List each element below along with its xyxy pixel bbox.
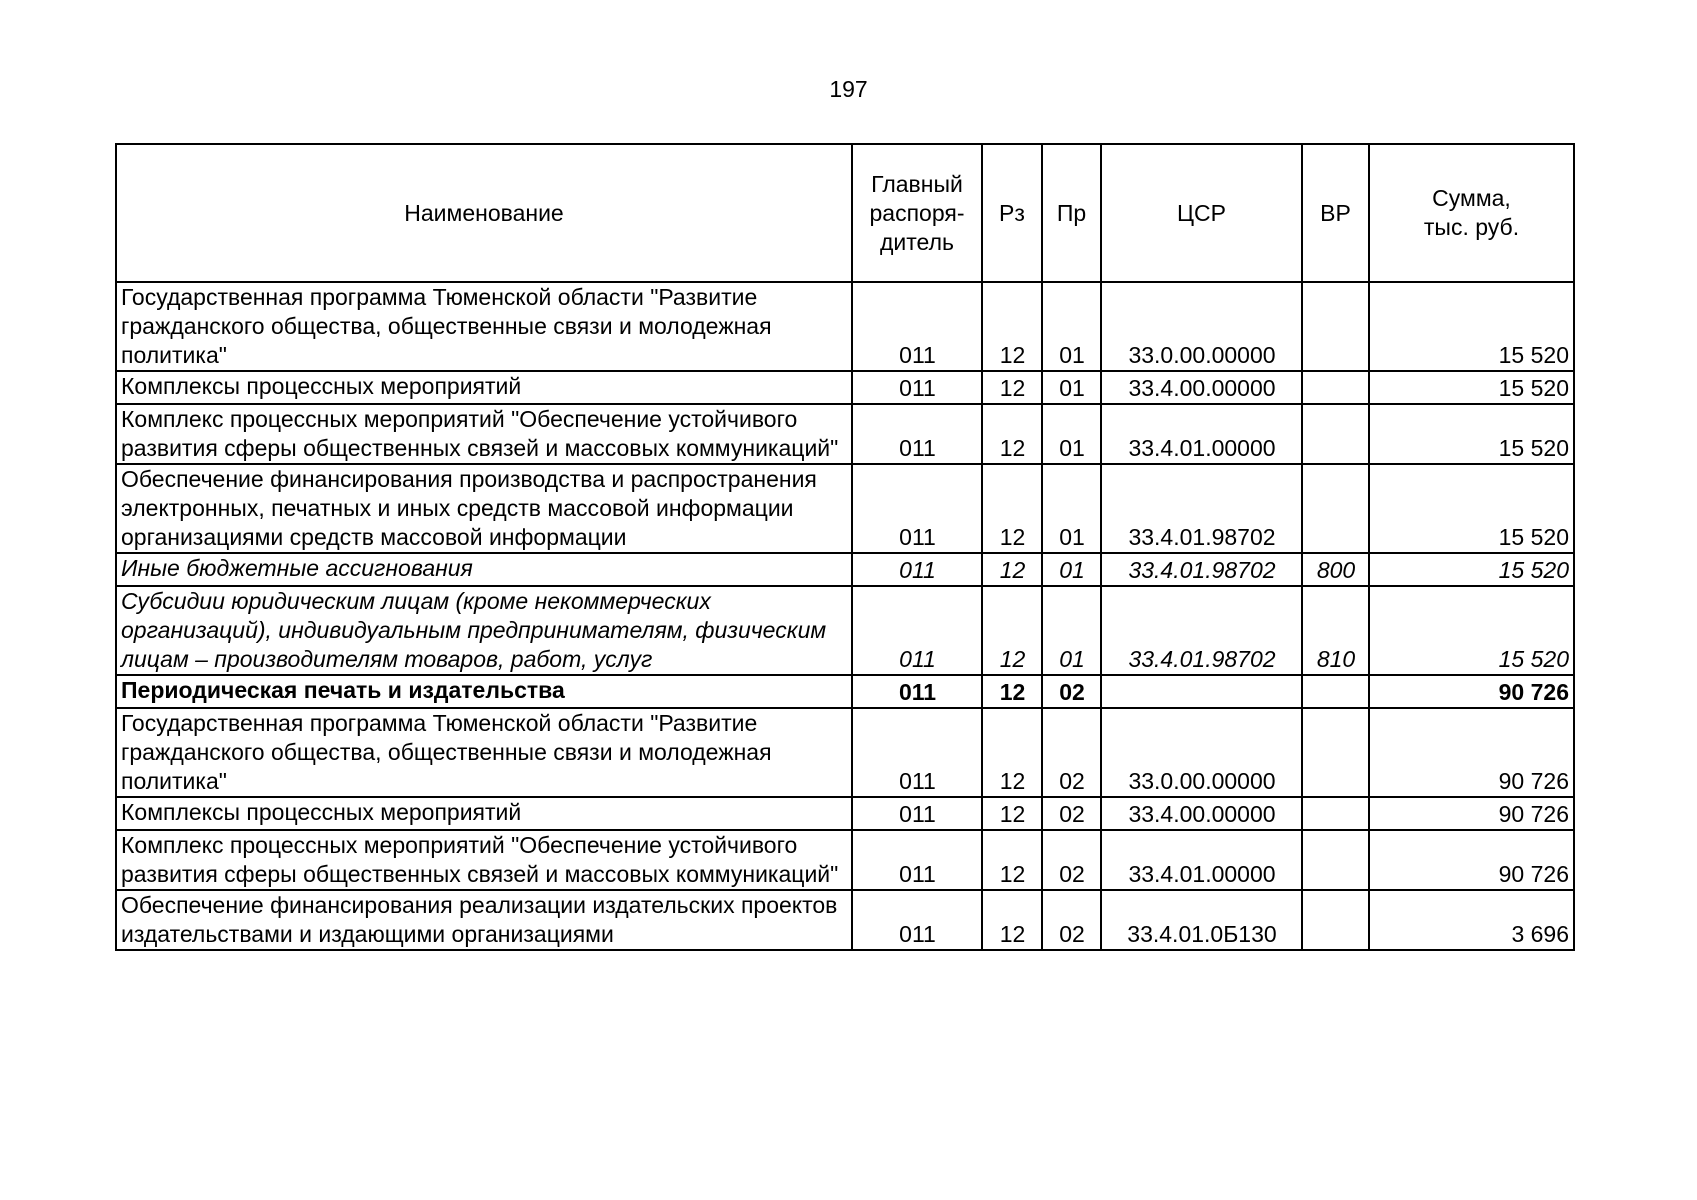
cell-rz: 12 <box>982 464 1042 553</box>
header-pr: Пр <box>1042 144 1101 282</box>
cell-vr <box>1302 371 1369 404</box>
table-row <box>116 553 1574 586</box>
table-row <box>116 404 1574 464</box>
table-row <box>116 282 1574 371</box>
cell-name: Государственная программа Тюменской области "Развитие гражданского общества, общественные связи и молодежная политика" <box>116 708 852 797</box>
table-row <box>116 797 1574 830</box>
cell-vr: 810 <box>1302 586 1369 675</box>
cell-rz: 12 <box>982 404 1042 464</box>
cell-sum: 15 520 <box>1369 586 1574 675</box>
cell-sum: 3 696 <box>1369 890 1574 950</box>
table-row <box>116 890 1574 950</box>
cell-sum: 15 520 <box>1369 464 1574 553</box>
table-header-row <box>116 144 1574 282</box>
cell-main-manager: 011 <box>852 404 982 464</box>
header-rz: Рз <box>982 144 1042 282</box>
cell-main-manager: 011 <box>852 708 982 797</box>
cell-sum: 15 520 <box>1369 404 1574 464</box>
cell-rz: 12 <box>982 890 1042 950</box>
cell-sum: 90 726 <box>1369 675 1574 708</box>
cell-vr <box>1302 890 1369 950</box>
cell-sum: 15 520 <box>1369 282 1574 371</box>
cell-vr <box>1302 404 1369 464</box>
cell-pr: 01 <box>1042 371 1101 404</box>
cell-name: Обеспечение финансирования производства и распространения электронных, печатных и иных средств массовой информации организациями средств массовой информации <box>116 464 852 553</box>
cell-pr: 01 <box>1042 282 1101 371</box>
cell-pr: 02 <box>1042 890 1101 950</box>
cell-rz: 12 <box>982 371 1042 404</box>
cell-rz: 12 <box>982 830 1042 890</box>
table-row <box>116 464 1574 553</box>
cell-rz: 12 <box>982 797 1042 830</box>
cell-name: Комплекс процессных мероприятий "Обеспечение устойчивого развития сферы общественных связей и массовых коммуникаций" <box>116 830 852 890</box>
cell-csr: 33.4.00.00000 <box>1101 371 1302 404</box>
cell-name: Комплексы процессных мероприятий <box>116 371 852 404</box>
cell-pr: 02 <box>1042 797 1101 830</box>
cell-csr <box>1101 675 1302 708</box>
cell-main-manager: 011 <box>852 890 982 950</box>
cell-main-manager: 011 <box>852 586 982 675</box>
cell-pr: 02 <box>1042 675 1101 708</box>
cell-rz: 12 <box>982 282 1042 371</box>
table-row <box>116 371 1574 404</box>
cell-main-manager: 011 <box>852 371 982 404</box>
cell-main-manager: 011 <box>852 282 982 371</box>
cell-csr: 33.4.01.98702 <box>1101 586 1302 675</box>
cell-csr: 33.4.01.0Б130 <box>1101 890 1302 950</box>
cell-vr <box>1302 708 1369 797</box>
table-row <box>116 830 1574 890</box>
cell-main-manager: 011 <box>852 675 982 708</box>
cell-pr: 02 <box>1042 830 1101 890</box>
header-vr: ВР <box>1302 144 1369 282</box>
cell-name: Обеспечение финансирования реализации издательских проектов издательствами и издающими организациями <box>116 890 852 950</box>
cell-name: Комплексы процессных мероприятий <box>116 797 852 830</box>
cell-vr <box>1302 675 1369 708</box>
cell-csr: 33.4.01.98702 <box>1101 464 1302 553</box>
cell-pr: 01 <box>1042 464 1101 553</box>
cell-csr: 33.0.00.00000 <box>1101 282 1302 371</box>
cell-sum: 90 726 <box>1369 830 1574 890</box>
cell-vr <box>1302 282 1369 371</box>
header-csr: ЦСР <box>1101 144 1302 282</box>
cell-rz: 12 <box>982 553 1042 586</box>
cell-vr <box>1302 464 1369 553</box>
cell-csr: 33.4.01.00000 <box>1101 404 1302 464</box>
cell-name: Периодическая печать и издательства <box>116 675 852 708</box>
cell-vr <box>1302 797 1369 830</box>
cell-name: Иные бюджетные ассигнования <box>116 553 852 586</box>
cell-pr: 01 <box>1042 553 1101 586</box>
cell-rz: 12 <box>982 675 1042 708</box>
header-main-manager: Главный распоря- дитель <box>852 144 982 282</box>
cell-vr: 800 <box>1302 553 1369 586</box>
cell-sum: 90 726 <box>1369 797 1574 830</box>
cell-vr <box>1302 830 1369 890</box>
cell-main-manager: 011 <box>852 464 982 553</box>
cell-name: Государственная программа Тюменской области "Развитие гражданского общества, общественные связи и молодежная политика" <box>116 282 852 371</box>
table-row <box>116 586 1574 675</box>
cell-sum: 15 520 <box>1369 553 1574 586</box>
cell-main-manager: 011 <box>852 797 982 830</box>
cell-main-manager: 011 <box>852 830 982 890</box>
header-name: Наименование <box>116 144 852 282</box>
cell-sum: 90 726 <box>1369 708 1574 797</box>
cell-name: Субсидии юридическим лицам (кроме некоммерческих организаций), индивидуальным предпринимателям, физическим лицам – производителям товаров, работ, услуг <box>116 586 852 675</box>
cell-pr: 01 <box>1042 404 1101 464</box>
table-row <box>116 675 1574 708</box>
cell-csr: 33.4.01.98702 <box>1101 553 1302 586</box>
cell-rz: 12 <box>982 708 1042 797</box>
page-number: 197 <box>829 76 868 102</box>
cell-pr: 01 <box>1042 586 1101 675</box>
cell-csr: 33.4.00.00000 <box>1101 797 1302 830</box>
table-body <box>116 282 1574 950</box>
cell-csr: 33.4.01.00000 <box>1101 830 1302 890</box>
cell-main-manager: 011 <box>852 553 982 586</box>
header-sum: Сумма, тыс. руб. <box>1369 144 1574 282</box>
cell-pr: 02 <box>1042 708 1101 797</box>
cell-csr: 33.0.00.00000 <box>1101 708 1302 797</box>
cell-rz: 12 <box>982 586 1042 675</box>
cell-sum: 15 520 <box>1369 371 1574 404</box>
table-row <box>116 708 1574 797</box>
budget-table <box>115 143 1575 951</box>
cell-name: Комплекс процессных мероприятий "Обеспечение устойчивого развития сферы общественных связей и массовых коммуникаций" <box>116 404 852 464</box>
